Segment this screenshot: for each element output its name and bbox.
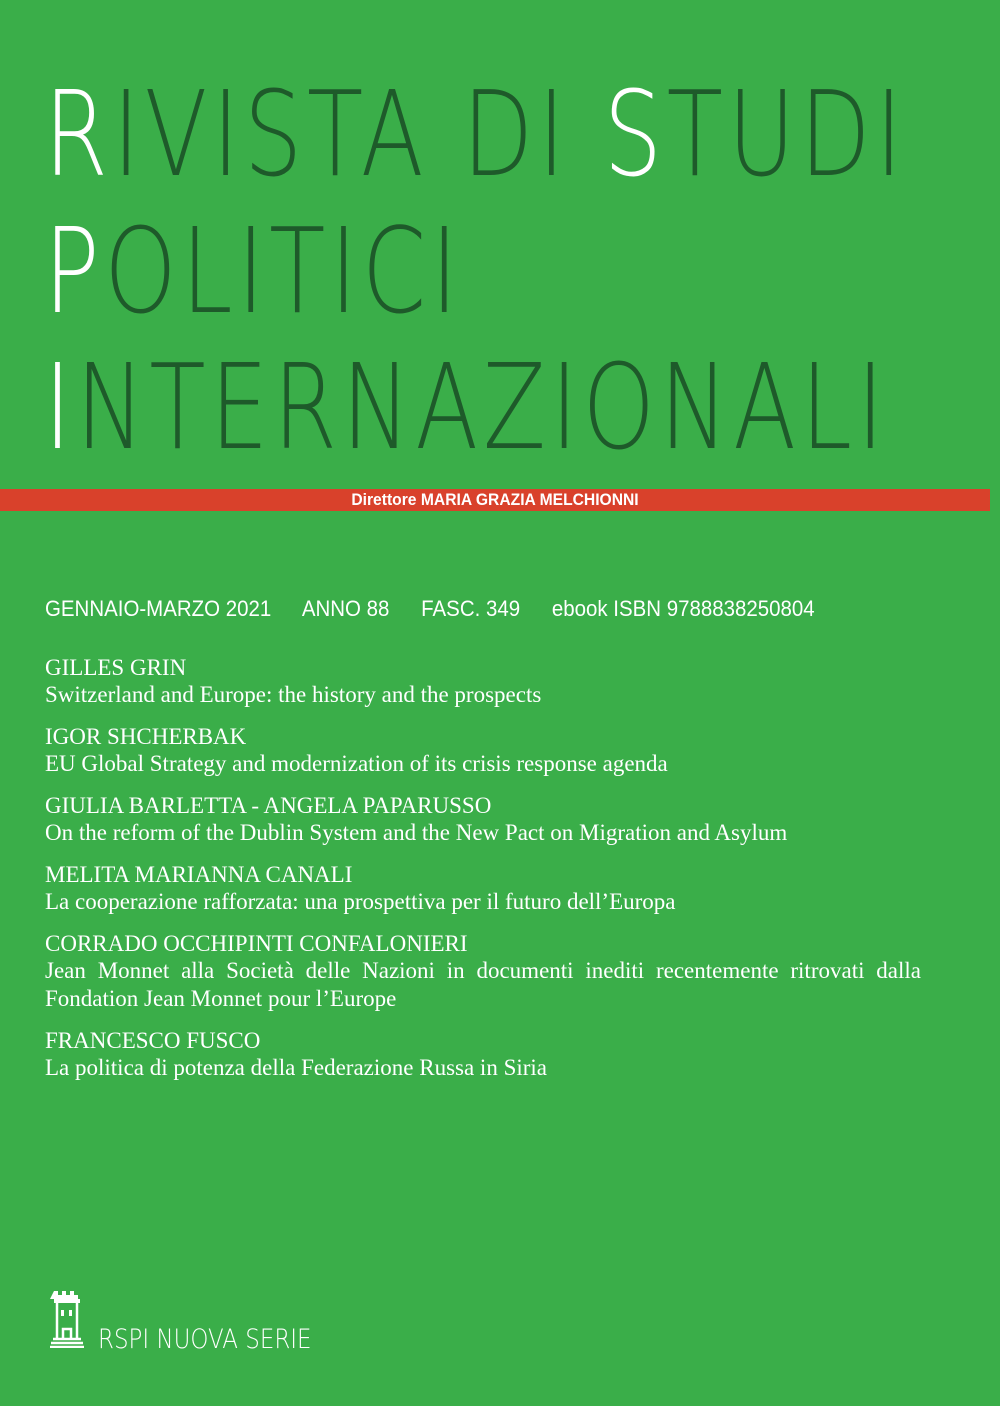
title-text: NTERNAZIONALI bbox=[75, 338, 889, 476]
toc-title: EU Global Strategy and modernization of its crisis response agenda bbox=[45, 751, 668, 776]
tower-icon bbox=[50, 1288, 84, 1353]
toc-title: La cooperazione rafforzata: una prospettiva per il futuro dell’Europa bbox=[45, 889, 676, 914]
toc-title: Jean Monnet alla Società delle Nazioni in documenti inediti recentemente ritrovati dalla Fondation Jean Monnet pour l’Europe bbox=[45, 958, 921, 1011]
toc-author: GILLES GRIN bbox=[45, 655, 187, 680]
title-initial: P bbox=[44, 202, 105, 340]
title-initial: I bbox=[44, 338, 76, 476]
toc-author: CORRADO OCCHIPINTI CONFALONIERI bbox=[45, 931, 468, 956]
title-text: OLITICI bbox=[104, 202, 463, 340]
series-name: RSPI NUOVA SERIE bbox=[98, 1324, 312, 1355]
toc-entry bbox=[45, 1027, 921, 1082]
journal-title-line-2 bbox=[44, 202, 463, 340]
toc-entry bbox=[45, 930, 921, 1013]
director-label: Direttore bbox=[351, 490, 417, 509]
table-of-contents bbox=[45, 654, 921, 1096]
title-text: IVISTA DI bbox=[112, 65, 604, 203]
title-text: TUDI bbox=[666, 65, 908, 203]
series-footer bbox=[50, 1288, 349, 1353]
toc-title: On the reform of the Dublin System and the New Pact on Migration and Asylum bbox=[45, 820, 788, 845]
issue-isbn: ebook ISBN 9788838250804 bbox=[551, 596, 815, 621]
toc-title: La politica di potenza della Federazione Russa in Siria bbox=[45, 1055, 548, 1080]
toc-entry bbox=[45, 861, 921, 916]
issue-period: GENNAIO-MARZO 2021 bbox=[45, 596, 272, 621]
toc-author: GIULIA BARLETTA - ANGELA PAPARUSSO bbox=[45, 793, 492, 818]
toc-author: MELITA MARIANNA CANALI bbox=[45, 862, 353, 887]
journal-title-line-3 bbox=[44, 338, 889, 476]
issue-year: ANNO 88 bbox=[301, 596, 390, 621]
toc-entry bbox=[45, 654, 921, 709]
toc-entry bbox=[45, 723, 921, 778]
issue-number: FASC. 349 bbox=[421, 596, 521, 621]
director-credit bbox=[40, 489, 951, 511]
toc-entry bbox=[45, 792, 921, 847]
director-band bbox=[0, 489, 990, 511]
journal-title-line-1 bbox=[44, 65, 908, 203]
toc-title: Switzerland and Europe: the history and the prospects bbox=[45, 682, 542, 707]
title-initial: S bbox=[603, 65, 667, 203]
director-name: MARIA GRAZIA MELCHIONNI bbox=[420, 490, 639, 509]
toc-author: FRANCESCO FUSCO bbox=[45, 1028, 261, 1053]
issue-info bbox=[45, 596, 841, 622]
toc-author: IGOR SHCHERBAK bbox=[45, 724, 247, 749]
title-initial: R bbox=[44, 65, 113, 203]
